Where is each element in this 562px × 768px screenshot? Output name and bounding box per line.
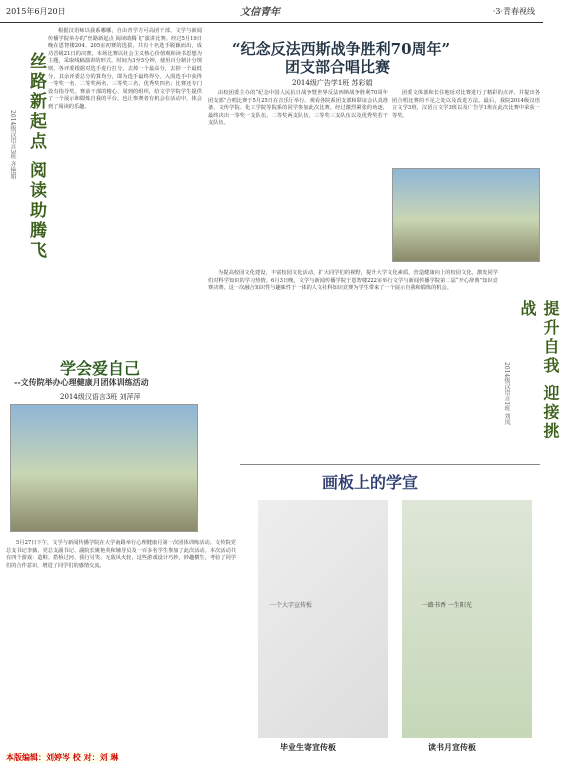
choir-title-1: “纪念反法西斯战争胜利70周年” — [232, 40, 451, 58]
header-paper-name: 文信青年 — [240, 7, 280, 18]
header-date: 2015年6月20日 — [6, 7, 66, 16]
choir-body-2: 团委文体部和长住地址对比赛进行了精彩的点评，并提出各团合唱比赛的不足之处以及改进方法。最后，我院2014级汉语言文学3班，汉语言文学3班以及广告学1班在此次比赛中荣获一等奖。 — [392, 90, 540, 119]
poster-right — [402, 500, 532, 738]
article-body: 根据汉语师以我系哪哪，自由青学方可高团干部、文学与新闻传播学院举办的“丝路新起点 阅读助腾飞”演讲比赛。经过5月19日晚在恩智楼204、205室初赛的选拔，共有十名选手脱颖而出，成功晋级21日的决赛。本场比赛以社会主义核心价值观和读书思想为主题，采取线稿演讲的形式，时间为3至5分钟，使用百分制计分规则，各评委根据对选手进行打分，去掉一个最高分，去掉一个最低分，其余评委总分的算均分，即为选手最终得分。入围选手中获得一等奖一名、二等奖两名、三等奖三名，优秀奖四名；比赛还专门设有指导奖。赛前干部的精心、周到的组织，给文学学院学生提供了一个展示和锻炼自我的平台，也让参赛者有机会在活动中，体会到了阅读的乐趣。 — [48, 28, 202, 110]
board-section-title: 画板上的学宣 — [322, 473, 419, 492]
selflove-byline: 2014级汉语言3班 刘萍萍 — [60, 393, 141, 401]
selflove-title: 学会爱自己 — [60, 359, 141, 378]
poster-right-text: 一路书香 一生阳光 — [422, 602, 472, 609]
quiz-vertical-title: 提升自我 迎接挑战 — [518, 300, 560, 442]
header-page-label: ·3·青春视线 — [492, 7, 535, 16]
choir-photo — [392, 168, 540, 262]
poster-right-caption: 读书月宣传板 — [428, 742, 476, 752]
selflove-photo — [10, 404, 198, 532]
article-vertical-byline: 2014级汉语言3班 齐艳娟 — [9, 110, 16, 179]
footer-editors: 本版编辑：刘婷岑 校 对：刘 琳 — [6, 752, 119, 762]
choir-title-2: 团支部合唱比赛 — [285, 58, 391, 76]
divider — [240, 464, 540, 465]
article-vertical-title: 丝路新起点 阅读助腾飞 — [26, 52, 46, 261]
selflove-subtitle: --文传院举办心理健康月团体训练活动 — [14, 377, 149, 387]
choir-byline: 2014级广告学1班 苏彩娟 — [292, 79, 373, 87]
poster-left — [258, 500, 388, 738]
poster-left-caption: 毕业生寄宣传板 — [280, 742, 336, 752]
poster-left-text: 一个大字宣传板 — [270, 602, 313, 609]
quiz-body: 为提高校园文化建设，丰富校园文化活动，扩大同学们的视野，提升大学文化素质，营造健康向上的校园文化，激发同学们对科学知识的学习热情。6月3日晚，文学与新闻传播学院于恩智楼222室举行文学与新闻传播学院第二届“开心辞典”知识竞赛决赛。这一次融合知识性与趣味性于一体的人文社科知识竞赛为学生带来了一个展示自我和锻炼的机会。 — [208, 270, 498, 292]
quiz-vertical-byline: 2014级汉语言1班 刘凤 — [503, 362, 510, 425]
selflove-body: 5月27日下午，文学与新闻传播学院在大学南路举行心理健康月第一次团体训练活动。文传院党总支书记李薇、党总支副书记、副院长姚艳英和辅导员及一百多名学生参加了此次活动。本次活动共有四个游戏：造鞋、搭桥过河、我行另笑、无敌风火轮，这些游戏设计巧妙，妙趣横生，考验了同学们的合作意识，增进了同学们的感情交流。 — [6, 540, 236, 569]
choir-body: 由校团委主办的“纪念中国人民抗日战争暨世界反法西斯战争胜利70周年团支部”合唱比赛于5月25日在音乐厅举行。观看各院系团支部和联谊会认真准备，文传学院、化工学院等院系的同学参加此次比赛。经过激烈紧张的角逐，最终决出一等奖一支队伍，二等奖两支队伍、三等奖三支队伍以及优秀奖若干支队伍。 — [208, 90, 388, 127]
